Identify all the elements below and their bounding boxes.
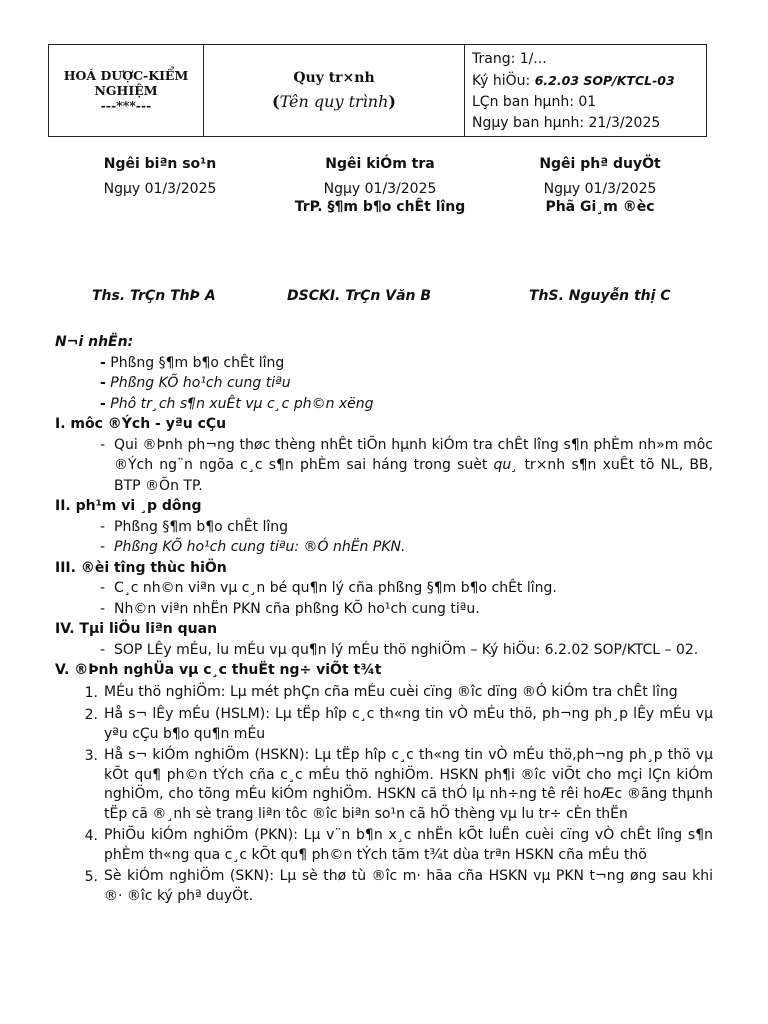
paren-close: ) — [388, 92, 396, 111]
organization-separator: ---***--- — [100, 98, 152, 113]
list-dash: - — [100, 395, 106, 412]
section-4-text: SOP LÊy mÉu, lu mÉu vµ qu¶n lý mÉu thö nghiÖm – Ký hiÖu: 6.2.02 SOP/KTCL – 02. — [113, 641, 699, 658]
definition-number: 2. — [84, 707, 98, 723]
recipients-list — [55, 353, 713, 415]
section-1-item: - Qui ®Þnh ph¬ng thøc thèng nhÊt tiÕn hµnh kiÓm tra chÊt lîng s¶n phÈm nh»m môc ®Ých ng¨n ngõa c¸c s¶n phÈm sai háng trong suèt qu¸ tr×nh s¶n xuÊt tõ NL, BB, BTP ®Õn TP. — [55, 435, 713, 497]
recipient-text: Phßng §¶m b¶o chÊt lîng — [110, 354, 285, 371]
reviewer-signature-name: DSCKI. TrÇn Văn B — [287, 288, 432, 304]
approver-heading: Ngêi phª duyÖt — [539, 156, 661, 172]
recipient-item — [100, 353, 713, 374]
approver-column — [500, 156, 700, 215]
section-2-text: Phßng KÕ ho¹ch cung tiªu: ®Ó nhËn PKN. — [114, 539, 406, 555]
list-dash: - — [100, 375, 106, 391]
section-1-text-a: Qui ®Þnh ph¬ng thøc thèng nhÊt tiÕn hµnh kiÓm tra chÊt lîng s¶n phÈm nh»m môc ®Ých ng¨n ngõa c¸c s¶n phÈm sai háng trong suèt — [114, 436, 713, 473]
section-2-text: Phßng §¶m b¶o chÊt lîng — [114, 518, 289, 535]
procedure-title-cell — [204, 45, 465, 136]
definition-number: 3. — [84, 748, 98, 764]
procedure-name — [272, 92, 396, 111]
paren-open: ( — [272, 92, 280, 111]
reviewer-date: Ngµy 01/3/2025 — [323, 181, 437, 197]
definition-text: Hå s¬ lÊy mÉu (HSLM): Lµ tËp hîp c¸c th«ng tin vÒ mÉu thö, ph¬ng ph¸p lÊy mÉu vµ yªu cÇu b¶o qu¶n mÉu — [104, 706, 713, 742]
section-2-item: - Phßng KÕ ho¹ch cung tiªu: ®Ó nhËn PKN. — [55, 537, 713, 558]
document-info-cell — [465, 45, 706, 136]
definition-item — [75, 746, 713, 824]
section-1-text-c: tr×nh s¶n xuÊt tõ NL, BB, BTP ®Õn TP. — [114, 457, 713, 494]
section-5-title: V. ®Þnh nghÜa vµ c¸c thuËt ng÷ viÕt t¾t — [55, 662, 382, 678]
definitions-list — [55, 683, 713, 907]
section-3-text: Nh©n viªn nhËn PKN cña phßng KÕ ho¹ch cung tiªu. — [114, 600, 480, 617]
procedure-name-text: Tên quy trình — [279, 92, 389, 111]
section-4-item: - SOP LÊy mÉu, lu mÉu vµ qu¶n lý mÉu thö nghiÖm – Ký hiÖu: 6.2.02 SOP/KTCL – 02. — [100, 641, 699, 658]
issue-number: LÇn ban hµnh: 01 — [472, 94, 597, 110]
definition-text: MÉu thö nghiÖm: Lµ mét phÇn cña mÉu cuèi cïng ®îc dïng ®Ó kiÓm tra chÊt lîng — [104, 683, 678, 700]
section-1-text — [114, 435, 713, 497]
organization-cell — [49, 45, 204, 136]
document-code — [472, 70, 706, 92]
organization-name-line1: HOÁ DƯỢC-KIỂM — [63, 68, 189, 83]
definition-text: PhiÕu kiÓm nghiÖm (PKN): Lµ v¨n b¶n x¸c nhËn kÕt luËn cuèi cïng vÒ chÊt lîng s¶n phÈm th«ng qua c¸c kÕt qu¶ ph©n tÝch tãm t¾t dùa trªn HSKN cña mÉu thö — [104, 827, 713, 863]
procedure-type: Quy tr×nh — [293, 70, 375, 86]
section-3-text: C¸c nh©n viªn vµ c¸n bé qu¶n lý cña phßng §¶m b¶o chÊt lîng. — [114, 580, 557, 596]
definition-number: 5. — [84, 869, 98, 885]
definition-item — [75, 826, 713, 865]
section-3-item: - C¸c nh©n viªn vµ c¸n bé qu¶n lý cña phßng §¶m b¶o chÊt lîng. — [55, 578, 713, 599]
section-1-title: I. môc ®Ých - yªu cÇu — [55, 416, 227, 432]
list-dash: - — [100, 354, 106, 371]
definition-item — [75, 867, 713, 906]
page-number: Trang: 1/... — [472, 51, 547, 67]
approver-role: Phã Gi¸m ®èc — [545, 199, 655, 215]
author-signature-name: Ths. TrÇn ThÞ A — [92, 288, 216, 304]
definition-number: 4. — [84, 828, 98, 844]
reviewer-column — [270, 156, 490, 215]
section-1-text-b: qu¸ — [493, 457, 519, 473]
document-code-label: Ký hiÖu: — [472, 73, 535, 89]
recipient-text: Phô tr¸ch s¶n xuÊt vµ c¸c ph©n xëng — [110, 395, 374, 412]
definition-item — [75, 683, 713, 704]
definition-number: 1. — [84, 684, 98, 701]
author-heading: Ngêi biªn so¹n — [103, 156, 217, 172]
reviewer-role: TrP. §¶m b¶o chÊt lîng — [294, 199, 466, 215]
recipient-item — [100, 394, 713, 415]
section-3-title: III. ®èi tîng thùc hiÖn — [55, 559, 227, 576]
recipient-item — [100, 373, 713, 394]
recipients-title: N¬i nhËn: — [55, 334, 134, 350]
document-body — [55, 332, 713, 906]
author-column — [70, 156, 250, 197]
approver-signature-name: ThS. Nguyễn thị C — [529, 288, 671, 304]
definition-text: Hå s¬ kiÓm nghiÖm (HSKN): Lµ tËp hîp c¸c th«ng tin vÒ mÉu thö,ph¬ng ph¸p thö vµ kÕt qu¶ ph©n tÝch cña c¸c mÉu thö nghiÖm. HSKN ph¶i ®îc viÕt cho mçi lÇn kiÓm nghiÖm, cho tõng mÉu kiÓm nghiÖm. HSKN cã thÓ lµ nh÷ng tê rêi hoÆc ®ãng thµnh tËp cã ®¸nh sè trang liªn tôc ®îc biªn so¹n cã hÖ thèng vµ lu tr÷ cÈn thËn — [104, 747, 713, 822]
author-date: Ngµy 01/3/2025 — [103, 181, 217, 197]
section-2-title: II. ph¹m vi ¸p dông — [55, 498, 202, 514]
definition-item — [75, 705, 713, 744]
section-2-item: - Phßng §¶m b¶o chÊt lîng — [55, 517, 713, 538]
section-4-title: IV. Tµi liÖu liªn quan — [55, 621, 218, 637]
document-header-table — [48, 44, 707, 137]
approver-date: Ngµy 01/3/2025 — [543, 181, 657, 197]
organization-name-line2: NGHIỆM — [94, 83, 158, 98]
section-3-item: - Nh©n viªn nhËn PKN cña phßng KÕ ho¹ch cung tiªu. — [55, 599, 713, 620]
document-code-value: 6.2.03 SOP/KTCL-03 — [534, 73, 675, 88]
reviewer-heading: Ngêi kiÓm tra — [325, 156, 435, 172]
definition-text: Sè kiÓm nghiÖm (SKN): Lµ sè thø tù ®îc m· hãa cña HSKN vµ PKN t¬ng øng sau khi ®· ®îc ký phª duyÖt. — [104, 868, 713, 904]
recipient-text: Phßng KÕ ho¹ch cung tiªu — [110, 375, 291, 391]
issue-date: Ngµy ban hµnh: 21/3/2025 — [472, 115, 661, 131]
